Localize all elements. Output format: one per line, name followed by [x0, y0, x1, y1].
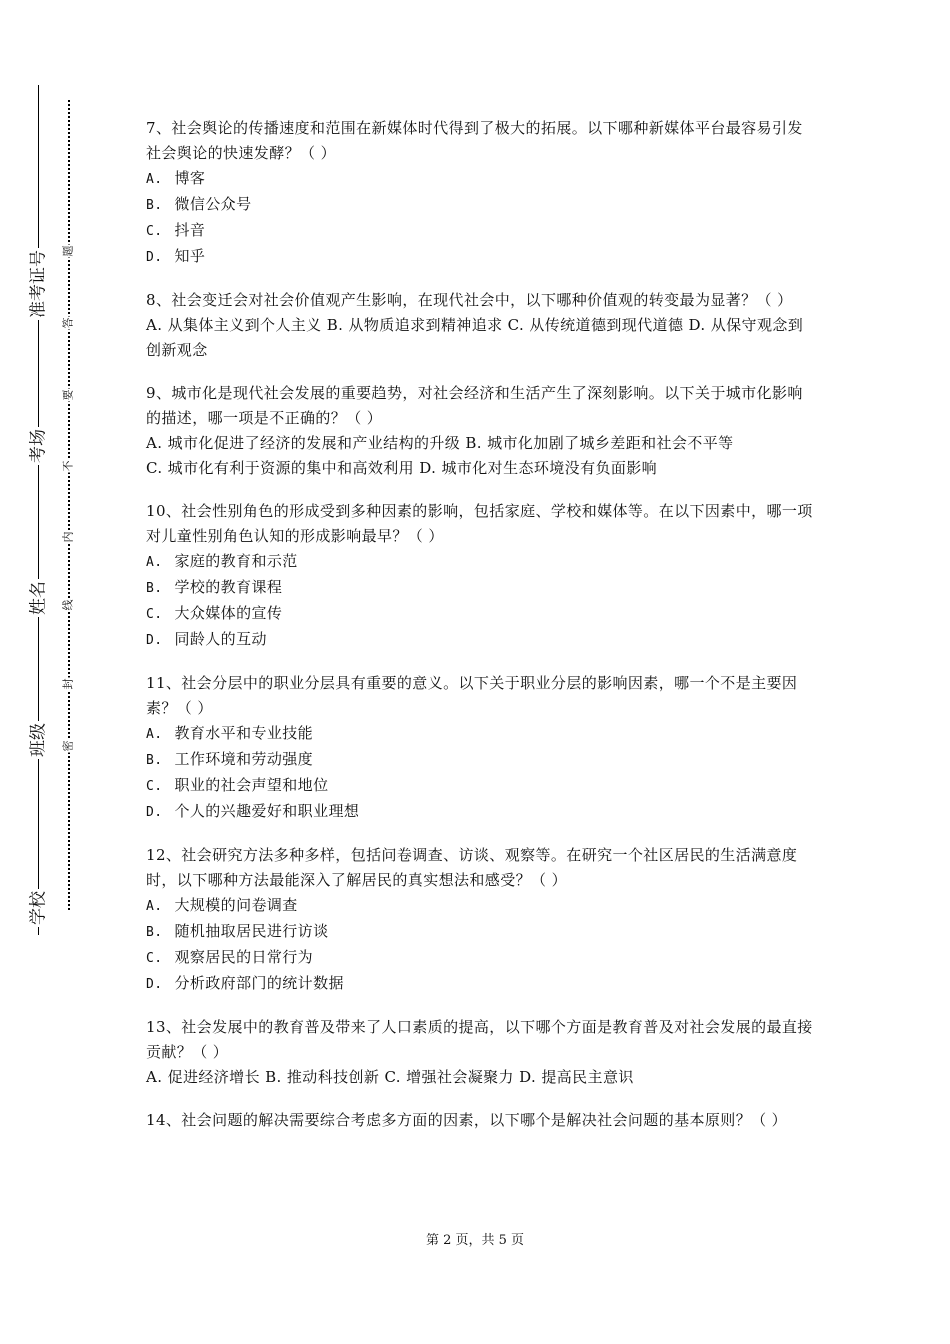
seal-char: 内: [61, 531, 75, 543]
option-letter: A.: [146, 899, 163, 914]
question-11: [146, 671, 814, 825]
option-text: 微信公众号: [174, 195, 252, 213]
page-footer: 第 2 页，共 5 页: [425, 1233, 525, 1248]
option-letter: D.: [146, 250, 163, 265]
question-14: [146, 1108, 814, 1133]
question-stem: 7、社会舆论的传播速度和范围在新媒体时代得到了极大的拓展。以下哪种新媒体平台最容易引发社会舆论的快速发酵？（ ）: [146, 119, 803, 162]
question-list: [146, 116, 814, 1151]
question-12: [146, 843, 814, 997]
binding-label-school: 学校: [24, 889, 49, 927]
option-b: [146, 747, 814, 773]
option-letter: D.: [146, 977, 163, 992]
seal-char: 封: [61, 678, 75, 690]
question-stem: 13、社会发展中的教育普及带来了人口素质的提高，以下哪个方面是教育普及对社会发展的最直接贡献？（ ）: [146, 1018, 813, 1061]
option-text: 大规模的问卷调查: [174, 896, 298, 914]
option-d: [146, 627, 814, 653]
binding-label-exam-room: 考场: [24, 427, 49, 465]
binding-label-admission-number: 准考证号: [24, 248, 49, 320]
option-text: 随机抽取居民进行访谈: [174, 922, 329, 940]
option-letter: C.: [146, 779, 163, 794]
seal-char: 答: [61, 317, 75, 329]
option-b: [146, 575, 814, 601]
option-text: 学校的教育课程: [174, 578, 283, 596]
option-a: [146, 721, 814, 747]
seal-char: 密: [61, 740, 75, 752]
option-letter: C.: [146, 224, 163, 239]
option-c: [146, 601, 814, 627]
option-letter: D.: [146, 633, 163, 648]
option-b: [146, 919, 814, 945]
option-letter: D.: [146, 805, 163, 820]
option-letter: C.: [146, 951, 163, 966]
seal-char: 不: [61, 460, 75, 472]
option-text: 知乎: [174, 247, 206, 265]
option-text: 抖音: [174, 221, 206, 239]
option-text: 职业的社会声望和地位: [174, 776, 329, 794]
question-7: [146, 116, 814, 270]
option-c: [146, 773, 814, 799]
seal-char: 题: [61, 245, 75, 257]
question-13: [146, 1015, 814, 1090]
option-letter: C.: [146, 607, 163, 622]
binding-solid-line: [38, 85, 39, 935]
question-stem: 12、社会研究方法多种多样，包括问卷调查、访谈、观察等。在研究一个社区居民的生活满意度时，以下哪种方法最能深入了解居民的真实想法和感受？（ ）: [146, 846, 798, 889]
question-stem: 14、社会问题的解决需要综合考虑多方面的因素，以下哪个是解决社会问题的基本原则？（ ）: [146, 1111, 788, 1129]
question-stem: 8、社会变迁会对社会价值观产生影响，在现代社会中，以下哪种价值观的转变最为显著？（ ）: [146, 291, 793, 309]
question-8: [146, 288, 814, 363]
binding-dotted-line: [68, 100, 70, 910]
option-letter: A.: [146, 727, 163, 742]
question-stem: 10、社会性别角色的形成受到多种因素的影响，包括家庭、学校和媒体等。在以下因素中，哪一项对儿童性别角色认知的形成影响最早？（ ）: [146, 502, 813, 545]
option-text: 工作环境和劳动强度: [174, 750, 314, 768]
question-stem: 11、社会分层中的职业分层具有重要的意义。以下关于职业分层的影响因素，哪一个不是主要因素？（ ）: [146, 674, 798, 717]
option-text: 分析政府部门的统计数据: [174, 974, 344, 992]
option-letter: B.: [146, 753, 163, 768]
options-inline: A. 从集体主义到个人主义 B. 从物质追求到精神追求 C. 从传统道德到现代道德 D. 从保守观念到创新观念: [146, 316, 804, 359]
option-a: [146, 166, 814, 192]
seal-char: 要: [61, 389, 75, 401]
seal-char: 线: [61, 599, 75, 611]
options-inline: A. 促进经济增长 B. 推动科技创新 C. 增强社会凝聚力 D. 提高民主意识: [146, 1068, 634, 1086]
binding-margin: [0, 0, 90, 1344]
options-line: A. 城市化促进了经济的发展和产业结构的升级 B. 城市化加剧了城乡差距和社会不平等: [146, 434, 734, 452]
option-letter: A.: [146, 172, 163, 187]
option-letter: B.: [146, 198, 163, 213]
question-9: [146, 381, 814, 481]
option-d: [146, 971, 814, 997]
options-line: C. 城市化有利于资源的集中和高效利用 D. 城市化对生态环境没有负面影响: [146, 459, 658, 477]
binding-label-class: 班级: [24, 721, 49, 759]
binding-label-name: 姓名: [24, 579, 49, 617]
option-c: [146, 218, 814, 244]
option-letter: A.: [146, 555, 163, 570]
option-text: 教育水平和专业技能: [174, 724, 314, 742]
option-text: 观察居民的日常行为: [174, 948, 314, 966]
option-d: [146, 244, 814, 270]
option-text: 博客: [174, 169, 206, 187]
option-b: [146, 192, 814, 218]
option-c: [146, 945, 814, 971]
option-text: 家庭的教育和示范: [174, 552, 298, 570]
option-d: [146, 799, 814, 825]
option-text: 同龄人的互动: [174, 630, 267, 648]
option-text: 个人的兴趣爱好和职业理想: [174, 802, 360, 820]
option-a: [146, 893, 814, 919]
option-a: [146, 549, 814, 575]
question-stem: 9、城市化是现代社会发展的重要趋势，对社会经济和生活产生了深刻影响。以下关于城市化影响的描述，哪一项是不正确的？（ ）: [146, 384, 803, 427]
option-text: 大众媒体的宣传: [174, 604, 283, 622]
option-letter: B.: [146, 581, 163, 596]
option-letter: B.: [146, 925, 163, 940]
question-10: [146, 499, 814, 653]
